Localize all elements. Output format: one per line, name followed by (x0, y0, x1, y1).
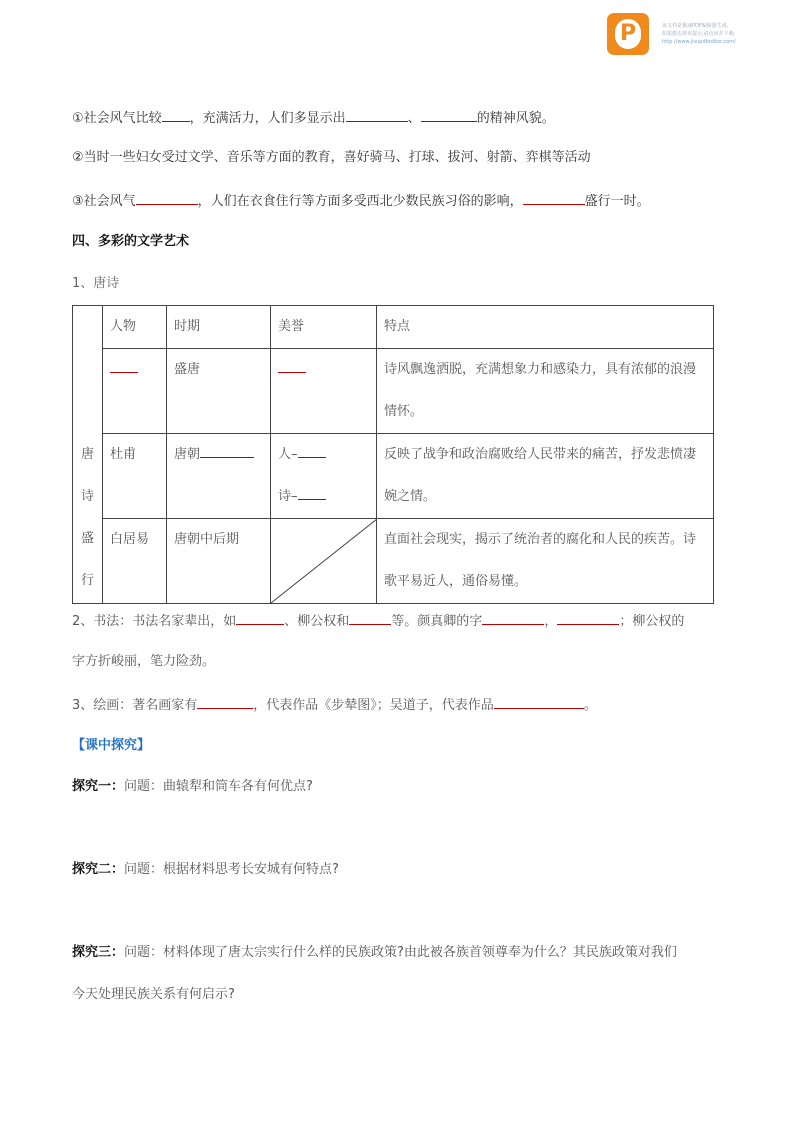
social-customs-line-3 (72, 190, 650, 212)
fill-blank[interactable] (200, 443, 254, 458)
text: 的精神风貌。 (476, 111, 555, 126)
person-cell: 白居易 (103, 519, 167, 604)
social-customs-line-1 (72, 107, 555, 129)
pdf-editor-logo (607, 13, 649, 55)
text: 。 (583, 698, 597, 713)
inquiry-title: 【课中探究】 (72, 738, 151, 753)
text: ，人们在衣食住行等方面多受西北少数民族习俗的影响， (197, 194, 523, 209)
honor-cell-empty (271, 519, 377, 604)
fill-blank[interactable] (236, 610, 284, 625)
fill-blank[interactable] (136, 190, 198, 205)
period-cell: 盛唐 (167, 349, 271, 434)
tang-poetry-table (72, 305, 714, 604)
social-customs-line-2: ②当时一些妇女受过文学、音乐等方面的教育，喜好骑马、打球、拔河、射箭、弈棋等活动 (72, 150, 591, 165)
inquiry-text: 问题：根据材料思考长安城有何特点? (124, 862, 339, 877)
fill-blank[interactable] (110, 358, 138, 373)
fill-blank[interactable] (523, 190, 585, 205)
side-label (73, 306, 103, 604)
side-char: 行 (80, 572, 94, 588)
header-person: 人物 (103, 306, 167, 349)
inquiry-3 (72, 943, 677, 963)
diagonal-line (271, 519, 377, 603)
text: 等。颜真卿的字 (391, 614, 483, 629)
fill-blank[interactable] (557, 610, 619, 625)
inquiry-label: 探究二： (72, 862, 125, 877)
text: 、 (407, 111, 421, 126)
inquiry-3-continued: 今天处理民族关系有何启示? (72, 987, 235, 1002)
watermark-line-1: 该文档是极速PDF编辑器生成, (662, 23, 729, 29)
watermark-notice (662, 22, 787, 46)
features-cell: 直面社会现实，揭示了统治者的腐化和人民的疾苦。诗歌平易近人，通俗易懂。 (377, 519, 714, 604)
table-header-row (73, 306, 714, 349)
inquiry-1 (72, 777, 313, 797)
text: 2、书法：书法名家辈出，如 (72, 614, 237, 629)
inquiry-label: 探究一： (72, 779, 125, 794)
calligraphy-line-1 (72, 610, 684, 632)
watermark-line-2: 如果想去掉该提示,请访问并下载: (662, 31, 736, 37)
side-char: 诗 (80, 488, 94, 504)
text: ③社会风气 (72, 194, 136, 209)
section-heading: 四、多彩的文学艺术 (72, 234, 190, 249)
person-cell: 杜甫 (103, 434, 167, 519)
text: 诗– (278, 489, 298, 504)
text: ，充满活力，人们多显示出 (189, 111, 346, 126)
features-cell: 反映了战争和政治腐败给人民带来的痛苦，抒发悲愤凄婉之情。 (377, 434, 714, 519)
fill-blank[interactable] (482, 610, 544, 625)
features-cell: 诗风飘逸洒脱，充满想象力和感染力，具有浓郁的浪漫情怀。 (377, 349, 714, 434)
fill-blank[interactable] (421, 107, 477, 122)
calligraphy-line-2: 字方折峻丽，笔力险劲。 (72, 654, 216, 669)
header-period: 时期 (167, 306, 271, 349)
inquiry-text: 问题：曲辕犁和筒车各有何优点? (124, 779, 313, 794)
period-cell: 唐朝中后期 (167, 519, 271, 604)
fill-blank[interactable] (298, 443, 326, 458)
table-row (73, 434, 714, 519)
fill-blank[interactable] (494, 694, 584, 709)
text: 人– (278, 447, 298, 462)
honor-cell (271, 434, 377, 519)
table-row (73, 519, 714, 604)
fill-blank[interactable] (346, 107, 408, 122)
fill-blank[interactable] (162, 107, 190, 122)
text: 唐朝 (174, 447, 201, 462)
inquiry-2 (72, 860, 339, 880)
text: 3、绘画：著名画家有 (72, 698, 198, 713)
side-char: 盛 (80, 530, 94, 546)
tang-poetry-label: 1、唐诗 (72, 276, 120, 291)
text: ，代表作品《步辇图》；吴道子，代表作品 (253, 698, 494, 713)
period-cell (167, 434, 271, 519)
fill-blank[interactable] (349, 610, 391, 625)
text: ， (544, 614, 558, 629)
fill-blank[interactable] (298, 485, 326, 500)
inquiry-label: 探究三： (72, 945, 125, 960)
person-cell (103, 349, 167, 434)
fill-blank[interactable] (278, 358, 306, 373)
text: ①社会风气比较 (72, 111, 162, 126)
painting-line (72, 694, 597, 716)
table-row (73, 349, 714, 434)
inquiry-text: 问题：材料体现了唐太宗实行什么样的民族政策?由此被各族首领尊奉为什么？其民族政策对我们 (124, 945, 677, 960)
logo-letter: P (619, 21, 637, 46)
honor-cell (271, 349, 377, 434)
side-char: 唐 (80, 446, 94, 462)
fill-blank[interactable] (197, 694, 253, 709)
text: 、柳公权和 (284, 614, 350, 629)
watermark-url[interactable]: http://www.jisupdfeditor.com/ (662, 39, 736, 45)
header-honor: 美誉 (271, 306, 377, 349)
text: 盛行一时。 (584, 194, 650, 209)
text: ；柳公权的 (619, 614, 685, 629)
header-features: 特点 (377, 306, 714, 349)
